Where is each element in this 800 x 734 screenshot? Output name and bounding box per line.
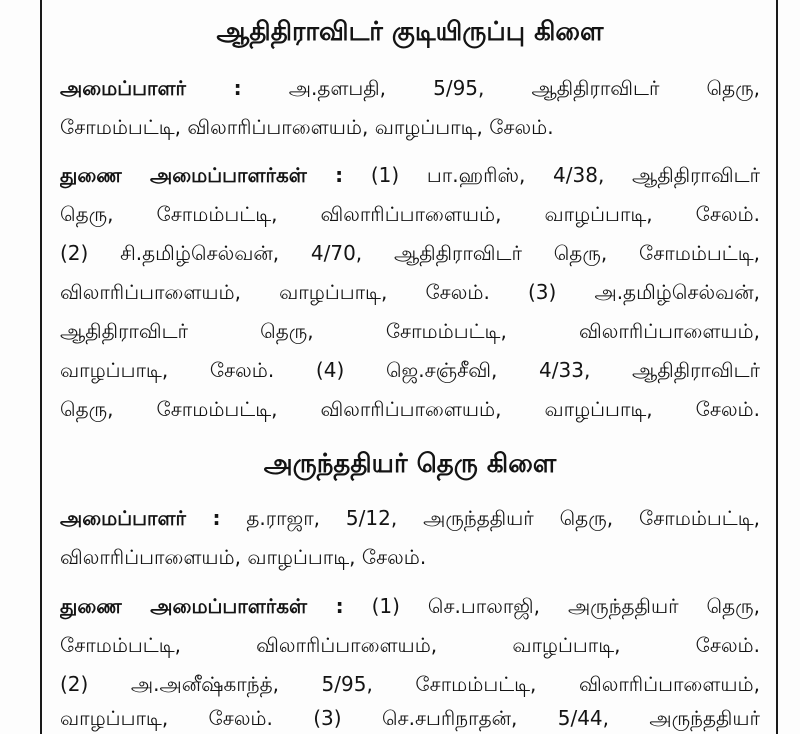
- right-column-rule: [776, 0, 778, 734]
- organizer-line: விலாரிப்பாளையம், வாழப்பாடி, சேலம்.: [60, 545, 427, 569]
- deputies-line: தெரு, சோமம்பட்டி, விலாரிப்பாளையம், வாழப்பாடி, சேலம்.: [60, 202, 760, 226]
- deputies-text: (1) செ.பாலாஜி, அருந்ததியர் தெரு,: [343, 594, 760, 618]
- deputies-label: துணை அமைப்பாளர்கள் :: [60, 594, 344, 618]
- left-column-rule: [40, 0, 42, 734]
- deputies-line: (2) அ.அனீஷ்காந்த், 5/95, சோமம்பட்டி, விலாரிப்பாளையம்,: [60, 672, 760, 696]
- organizer-text: த.ராஜா, 5/12, அருந்ததியர் தெரு, சோமம்பட்டி,: [220, 506, 760, 530]
- deputies-line: (2) சி.தமிழ்செல்வன், 4/70, ஆதிதிராவிடர் தெரு, சோமம்பட்டி,: [60, 241, 760, 265]
- section-heading: ஆதிதிராவிடர் குடியிருப்பு கிளை: [216, 17, 604, 47]
- deputies-text: (1) பா.ஹரிஸ், 4/38, ஆதிதிராவிடர்: [343, 163, 760, 187]
- organizer-text: அ.தளபதி, 5/95, ஆதிதிராவிடர் தெரு,: [241, 76, 760, 100]
- deputies-line: [60, 163, 760, 190]
- deputies-line: வாழப்பாடி, சேலம். (4) ஜெ.சஞ்சீவி, 4/33, ஆதிதிராவிடர்: [60, 358, 760, 382]
- section-heading: அருந்ததியர் தெரு கிளை: [263, 449, 557, 479]
- deputies-line: விலாரிப்பாளையம், வாழப்பாடி, சேலம். (3) அ.தமிழ்செல்வன்,: [60, 280, 760, 304]
- organizer-line: [60, 76, 760, 103]
- deputies-label: துணை அமைப்பாளர்கள் :: [60, 163, 344, 187]
- organizer-line: [60, 506, 760, 533]
- deputies-line: சோமம்பட்டி, விலாரிப்பாளையம், வாழப்பாடி, சேலம்.: [60, 633, 760, 657]
- organizer-label: அமைப்பாளர் :: [60, 76, 242, 100]
- organizer-line: சோமம்பட்டி, விலாரிப்பாளையம், வாழப்பாடி, சேலம்.: [60, 115, 554, 139]
- deputies-line: ஆதிதிராவிடர் தெரு, சோமம்பட்டி, விலாரிப்பாளையம்,: [60, 319, 760, 343]
- deputies-line: தெரு, சோமம்பட்டி, விலாரிப்பாளையம், வாழப்பாடி, சேலம்.: [60, 397, 760, 421]
- deputies-line: [60, 594, 760, 621]
- deputies-line: வாழப்பாடி, சேலம். (3) செ.சபரிநாதன், 5/44, அருந்ததியர்: [60, 706, 760, 730]
- organizer-label: அமைப்பாளர் :: [60, 506, 221, 530]
